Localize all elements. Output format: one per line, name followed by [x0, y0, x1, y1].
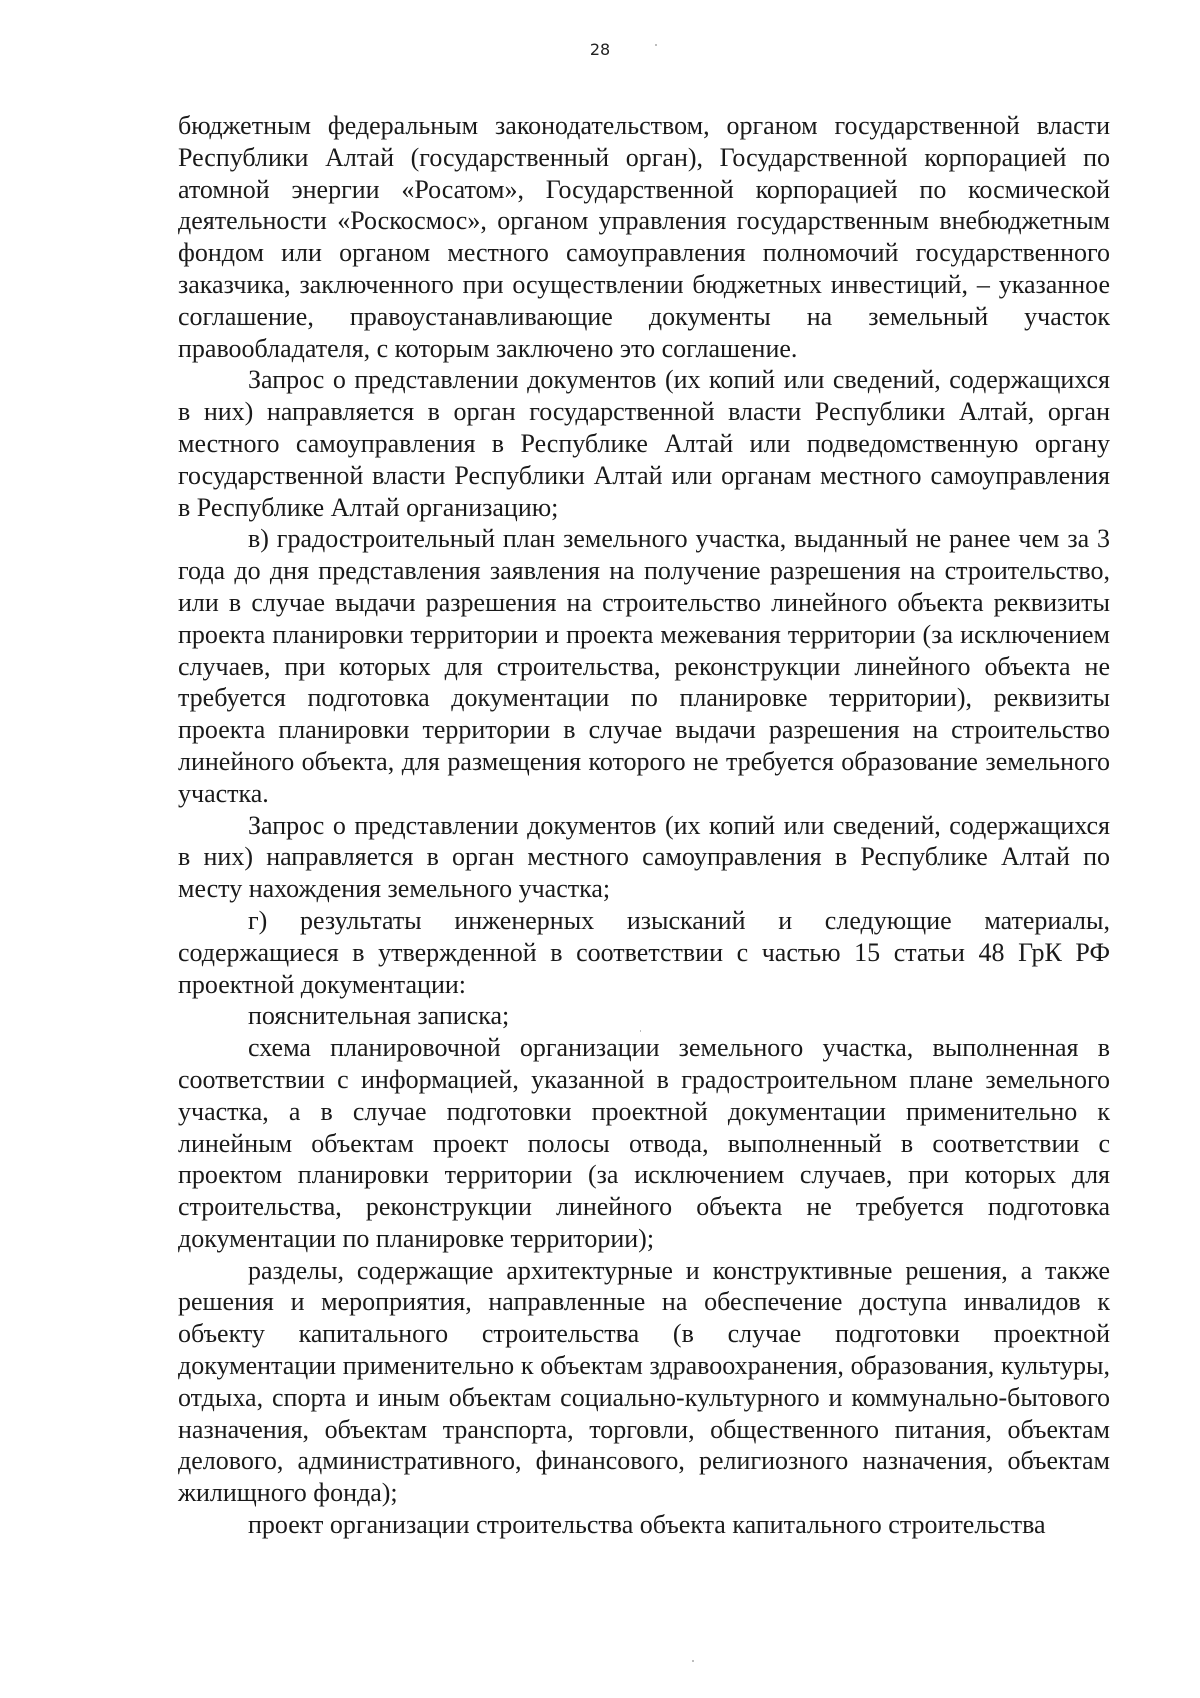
paragraph-explanatory-note: пояснительная записка; — [248, 1001, 510, 1031]
paragraph-sections: разделы, содержащие архитектурные и конструктивные решения, а также решения и мероприятия, направленные на обеспечение доступа инвалидов к объекту капитального строительства (в случае подготовки проектной документации применительно к объектам здравоохранения, образования, культуры, отдыха, спорта и иным объектам социально-культурного и коммунально-бытового назначения, объектам транспорта, торговли, общественного питания, объектам делового, административного, финансового, религиозного назначения, объектам жилищного фонда); — [178, 1255, 1110, 1508]
paragraph-item-g: г) результаты инженерных изысканий и следующие материалы, содержащиеся в утвержденной в соответствии с частью 15 статьи 48 ГрК РФ проектной документации: — [178, 905, 1110, 999]
paragraph-construction-project: проект организации строительства объекта капитального строительства — [248, 1510, 1046, 1540]
paragraph-item-v: в) градостроительный план земельного участка, выданный не ранее чем за 3 года до дня представления заявления на получение разрешения на строительство, или в случае выдачи разрешения на строительство линейного объекта реквизиты проекта планировки территории и проекта межевания территории (за исключением случаев, при которых для строительства, реконструкции линейного объекта не требуется подготовка документации по планировке территории), реквизиты проекта планировки территории в случае выдачи разрешения на строительство линейного объекта, для размещения которого не требуется образование земельного участка. — [178, 524, 1110, 808]
document-body — [178, 110, 1110, 1541]
paragraph-planning-scheme: схема планировочной организации земельного участка, выполненная в соответствии с информацией, указанной в градостроительном плане земельного участка, а в случае подготовки проектной документации применительно к линейным объектам проект полосы отвода, выполненный в соответствии с проектом планировки территории (за исключением случаев, при которых для строительства, реконструкции линейного объекта не требуется подготовка документации по планировке территории); — [178, 1033, 1110, 1253]
scan-speck — [655, 44, 657, 46]
page-number: 28 — [589, 40, 611, 59]
paragraph-request-2: Запрос о представлении документов (их копий или сведений, содержащихся в них) направляется в орган местного самоуправления в Республике Алтай по месту нахождения земельного участка; — [178, 810, 1110, 904]
scan-speck — [640, 1030, 641, 1032]
paragraph-request-1: Запрос о представлении документов (их копий или сведений, содержащихся в них) направляется в орган государственной власти Республики Алтай, орган местного самоуправления в Республике Алтай или подведомственную органу государственной власти Республики Алтай или органам местного самоуправления в Республике Алтай организацию; — [178, 365, 1110, 522]
paragraph-continued: бюджетным федеральным законодательством, органом государственной власти Республики Алтай (государственный орган), Государственной корпорацией по атомной энергии «Росатом», Государственной корпорацией по космической деятельности «Роскосмос», органом управления государственным внебюджетным фондом или органом местного самоуправления полномочий государственного заказчика, заключенного при осуществлении бюджетных инвестиций, – указанное соглашение, правоустанавливающие документы на земельный участок правообладателя, с которым заключено это соглашение. — [178, 111, 1110, 363]
scan-speck — [692, 1660, 694, 1662]
